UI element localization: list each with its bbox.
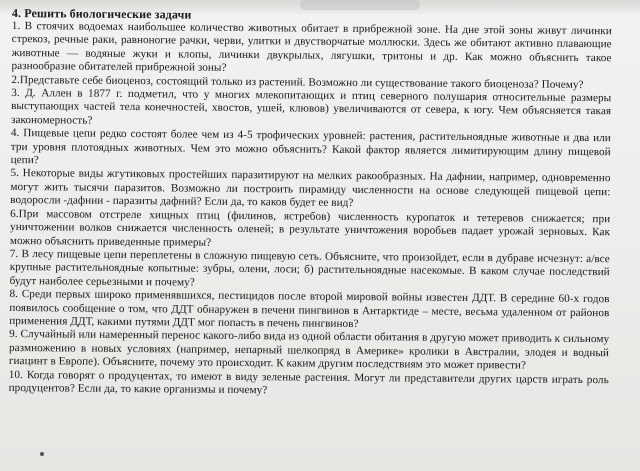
task-4: 4. Пищевые цепи редко состоят более чем из 4-5 трофических уровней: растения, растительноядные животные и два или три уровня плотоядных животных. Чем это можно объяснить? Какой фактор является лимитирующим длину пищевой цепи? <box>10 127 611 167</box>
task-5: 5. Некоторые виды жгутиковых простейших паразитируют на мелких ракообразных. На дафнии, например, одновременно могут жить тысячи паразитов. Возможно ли построить пирамиду численности на основе следующей пищевой цепи: водоросли -дафнии - паразиты дафний? Если да, то каков будет ее вид? <box>10 167 611 210</box>
task-document <box>9 6 612 401</box>
task-10: 10. Когда говорят о продуцентах, то имеют в виду зеленые растения. Могут ли представители других царств играть роль продуцентов? Если да, то какие организмы и почему? <box>8 368 609 397</box>
task-2: 2.Представьте себе биоценоз, состоящий только из растений. Возможно ли существование такого биоценоза? Почему? <box>11 73 584 91</box>
task-7: 7. В лесу пищевые цепи переплетены в сложную пищевую сеть. Объясните, что произойдет, если в дубраве исчезнут: а/все крупные растительноядные копытные: зубры, олени, лоси; б) растительноядные насекомые. В каком случае последствий будут наиболее серьезными и почему? <box>9 247 610 289</box>
scan-speck <box>40 452 44 456</box>
task-6: 6.При массовом отстреле хищных птиц (филинов, ястребов) численность куропаток и тетеревов снижается; при уничтожении волков снижается численность оленей; в результате уничтожения воробьев падает урожай зерновых. Как можно объяснить приведенные примеры? <box>9 207 611 249</box>
task-3: 3. Д. Аллен в 1877 г. подметил, что у многих млекопитающих и птиц северного полушария относительные размеры выступающих частей тела конечностей, хвостов, ушей, клювов) увеличиваются от севера, к югу. Чем объясняется такая закономерность? <box>10 87 612 127</box>
task-9: 9. Случайный или намеренный перенос какого-либо вида из одной области обитания в другую может приводить к сильному размножению в новых условиях (например, непарный шелкопряд в Америке» кролики в Австралии, элодея и водный гиацинт в Европе). Объясните, почему это происходит. К каким другим последствиям это может привести? <box>8 328 610 372</box>
section-heading: 4. Решить биологические задачи <box>11 6 192 22</box>
task-1: 1. В стоячих водоемах наибольшее количество животных обитает в прибрежной зоне. На дне этой зоны живут личинки стрекоз, речные раки, равноногие рачки, черви, улитки и двустворчатые моллюски. Здесь же обитают активно плавающие животные — водяные жуки и клопы, личинки двукрылых, лягушки, тритоны и др. Как можно объяснить такое разнообразие обитателей прибрежной зоны? <box>11 19 612 75</box>
task-8: 8. Среди первых широко применявшихся, пестицидов после второй мировой войны известен ДДТ. В середине 60-х годов появилось сообщение о том, что ДДТ обнаружен в печени пингвинов в Антарктиде – месте, весьма удаленном от районов применения ДДТ, какими путями ДДТ мог попасть в печень пингвинов? <box>9 288 610 330</box>
